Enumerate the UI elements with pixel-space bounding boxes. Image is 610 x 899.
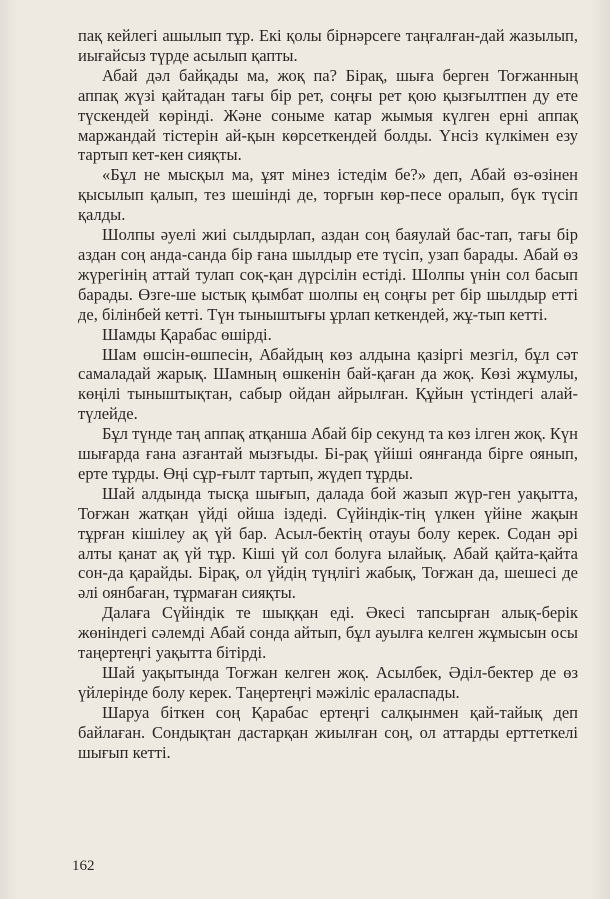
paragraph: «Бұл не мысқыл ма, ұят мінез істедім бе?» деп, Абай өз-өзінен қысылып қалып, тез шешінді де, торғын көр-песе оралып, бүк түсіп қалды. (78, 165, 578, 225)
body-text (78, 26, 578, 763)
paragraph: Шаруа біткен соң Қарабас ертеңгі салқынмен қай-тайық деп байлаған. Сондықтан дастарқан жиылған соң, ол аттарды ерттеткелі шығып кетті. (78, 702, 578, 762)
paragraph: Шолпы әуелі жиі сылдырлап, аздан соң баяулай бас-тап, тағы бір аздан соң анда-санда бір ғана шылдыр ете түсіп, узап барады. Абай өз жүрегінің аттай тулап соқ-қан дүрсілін естіді. Шолпы үнін сол басып барады. Өзге-ше ыстық қымбат шолпы ең соңғы рет бір шылдыр етті де, білінбей кетті. Түн тыныштығы ұрлап кеткендей, жұ-тып кетті. (78, 225, 578, 324)
paragraph: Бұл түнде таң аппақ атқанша Абай бір секунд та көз ілген жоқ. Күн шығарда ғана азғантай мызғыды. Бі-рақ үйіші оянғанда бірге оянып, ерте тұрды. Өңі сұр-ғылт тартып, жүдеп тұрды. (78, 424, 578, 483)
paragraph: Шай алдында тысқа шығып, далада бой жазып жүр-ген уақытта, Тоғжан жатқан үйді ойша іздеді. Сүйіндік-тің үлкен үйіне жақын тұрған кішілеу ақ үй бар. Асыл-бектің отауы болу керек. Содан әрі алты қанат ақ үй тұр. Кіші үй сол болуға ылайық. Абай қайта-қайта сон-да қарайды. Бірақ, ол үйдің түңлігі жабық, Тоғжан да, шешесі де әлі оянбаған, тұрмаған сияқты. (78, 483, 578, 603)
paragraph: Шай уақытында Тоғжан келген жоқ. Асылбек, Әділ-бектер де өз үйлерінде болу керек. Таңертеңгі мәжіліс ераласпады. (78, 663, 578, 702)
page-number: 162 (72, 858, 95, 874)
paragraph: Абай дәл байқады ма, жоқ па? Бірақ, шыға берген Тоғжанның аппақ жүзі қайтадан тағы бір рет, соңғы рет қою қызғылтпен ду ете түскендей көрінді. Және соныме катар жымыя күлген ерні аппақ маржандай тістерін ай-қын көрсеткендей болды. Үнсіз күлкімен езу тартып кет-кен сияқты. (78, 65, 578, 165)
paragraph: Шамды Қарабас өшірді. (102, 324, 272, 344)
paragraph: Шам өшсін-өшпесін, Абайдың көз алдына қазіргі мезгіл, бұл сәт самаладай жарық. Шамның өшкенін бай-қаған да жоқ. Көзі жұмулы, көңілі тыныштықтан, сабыр ойдан айрылған. Құйын үстіндегі алай-түлейде. (78, 344, 578, 424)
paragraph: пақ кейлегі ашылып тұр. Екі қолы бірнәрсеге таңғалған-дай жазылып, иығайсыз түрде асылып қапты. (78, 26, 578, 65)
paragraph: Далаға Сүйіндік те шыққан еді. Әкесі тапсырған алық-берік жөніндегі сәлемді Абай сонда айтып, бұл ауылға келген жұмысын осы таңертеңгі уақытта бітірді. (78, 603, 578, 663)
